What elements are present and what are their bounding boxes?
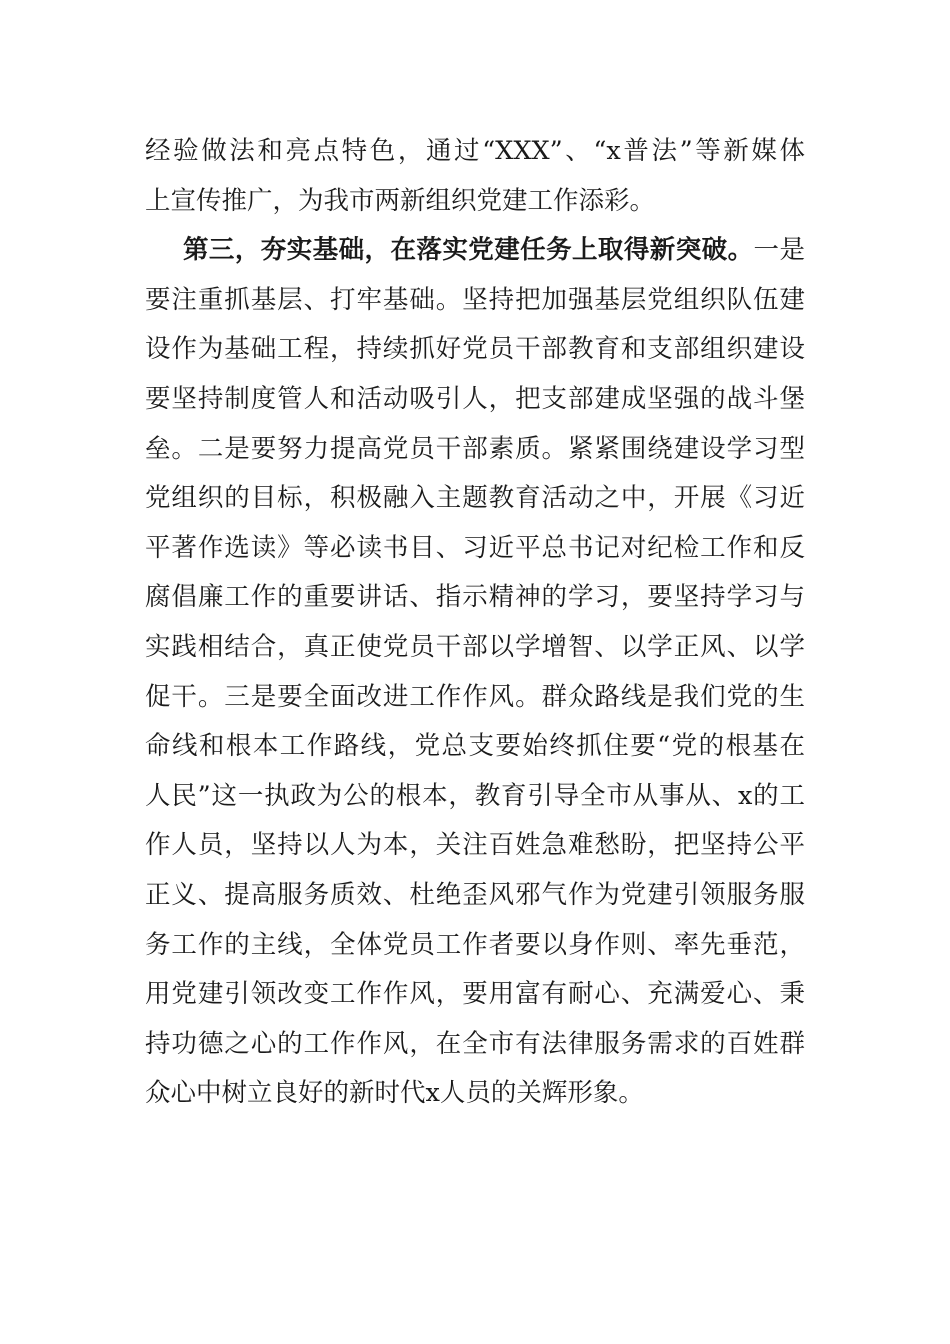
text-line: 党组织的目标，积极融入主题教育活动之中，开展《习近 — [145, 483, 805, 514]
text-line: 持功德之心的工作作风，在全市有法律服务需求的百姓群 — [145, 1028, 805, 1059]
text-line: 实践相结合，真正使党员干部以学增智、以学正风、以学 — [145, 631, 805, 662]
text-line: 作人员，坚持以人为本，关注百姓急难愁盼，把坚持公平 — [145, 830, 805, 861]
text-line: 用党建引领改变工作作风，要用富有耐心、充满爱心、秉 — [145, 979, 805, 1010]
text-line: 众心中树立良好的新时代x人员的关辉形象。 — [145, 1078, 644, 1109]
text-line: 促干。三是要全面改进工作作风。群众路线是我们党的生 — [145, 681, 805, 712]
paragraph-heading-line — [145, 226, 805, 276]
text-line: 人民”这一执政为公的根本，教育引导全市从事从、x的工 — [145, 780, 805, 811]
paragraph-1 — [145, 127, 805, 226]
text-line: 垒。二是要努力提高党员干部素质。紧紧围绕建设学习型 — [145, 433, 805, 464]
text-line: 要坚持制度管人和活动吸引人，把支部建成坚强的战斗堡 — [145, 383, 805, 414]
document-body — [145, 127, 805, 1119]
text-line: 平著作选读》等必读书目、习近平总书记对纪检工作和反 — [145, 532, 805, 563]
paragraph-2 — [145, 226, 805, 1119]
text-line: 设作为基础工程，持续抓好党员干部教育和支部组织建设 — [145, 334, 805, 365]
text-line: 命线和根本工作路线，党总支要始终抓住要“党的根基在 — [145, 731, 805, 762]
text-line: 务工作的主线，全体党员工作者要以身作则、率先垂范， — [145, 929, 805, 960]
text-line: 要注重抓基层、打牢基础。坚持把加强基层党组织队伍建 — [145, 284, 805, 315]
heading-line-rest: 一是 — [753, 235, 805, 266]
text-line: 经验做法和亮点特色，通过“XXX”、“x普法”等新媒体 — [145, 136, 805, 166]
text-line: 正义、提高服务质效、杜绝歪风邪气作为党建引领服务服 — [145, 879, 805, 910]
paragraph-heading: 第三，夯实基础，在落实党建任务上取得新突破。 — [183, 235, 754, 266]
text-line: 腐倡廉工作的重要讲话、指示精神的学习，要坚持学习与 — [145, 582, 805, 613]
text-line: 上宣传推广，为我市两新组织党建工作添彩。 — [145, 185, 656, 216]
